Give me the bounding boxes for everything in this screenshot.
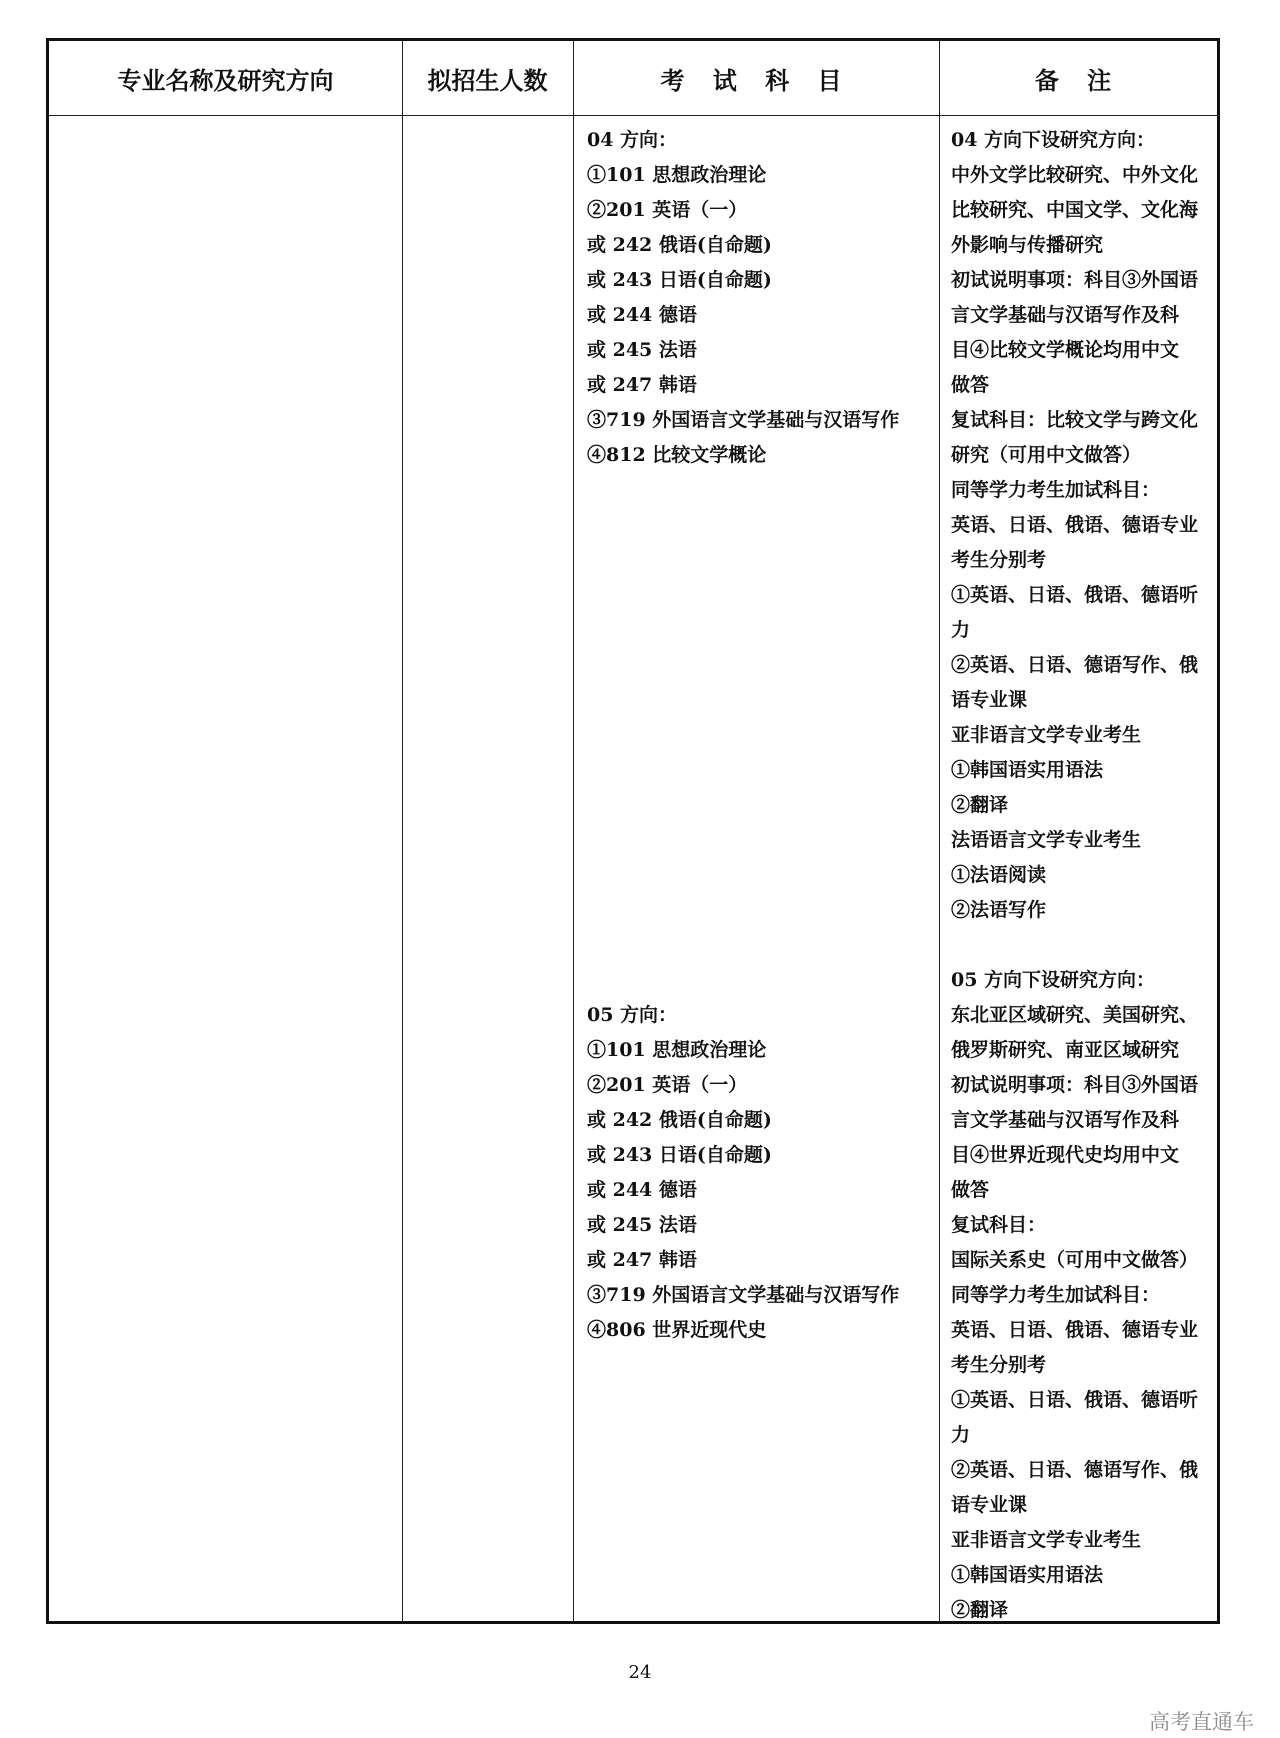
remark-line: 初试说明事项：科目③外国语 [951, 269, 1199, 291]
remark-line: 05 方向下设研究方向： [951, 969, 1156, 991]
column-divider-1 [402, 41, 403, 1621]
subject-line: 或 243 日语(自命题) [587, 1144, 772, 1166]
remark-line: 法语语言文学专业考生 [951, 829, 1142, 851]
page-number: 24 [628, 1662, 652, 1683]
subject-line: 或 245 法语 [587, 339, 697, 361]
remark-line: 语专业课 [951, 1494, 1028, 1516]
remark-line: 研究（可用中文做答） [951, 444, 1142, 466]
remark-line: 中外文学比较研究、中外文化 [951, 164, 1199, 186]
remark-line: 俄罗斯研究、南亚区域研究 [951, 1039, 1180, 1061]
header-divider [49, 115, 1217, 116]
header-remarks: 备 注 [1034, 66, 1122, 95]
remark-line: 亚非语言文学专业考生 [951, 724, 1142, 746]
column-divider-3 [939, 41, 940, 1621]
subject-line: ②201 英语（一） [587, 1074, 748, 1096]
subject-line: ①101 思想政治理论 [587, 164, 767, 186]
remark-line: 目④比较文学概论均用中文 [951, 339, 1180, 361]
remark-line: ①英语、日语、俄语、德语听 [951, 584, 1199, 606]
subject-line: 或 244 德语 [587, 304, 697, 326]
subject-line: ④806 世界近现代史 [587, 1319, 767, 1341]
remark-line: ①韩国语实用语法 [951, 1564, 1104, 1586]
remark-line: 目④世界近现代史均用中文 [951, 1144, 1180, 1166]
remark-line: ②翻译 [951, 794, 1009, 816]
remark-line: ②翻译 [951, 1599, 1009, 1621]
remark-line: 复试科目： [951, 1214, 1047, 1236]
remark-line: 同等学力考生加试科目： [951, 1284, 1161, 1306]
remark-line: 英语、日语、俄语、德语专业 [951, 514, 1199, 536]
remark-line: 外影响与传播研究 [951, 234, 1104, 256]
subject-line: ③719 外国语言文学基础与汉语写作 [587, 409, 900, 431]
subjects-column [587, 123, 899, 1348]
subject-line: 或 243 日语(自命题) [587, 269, 772, 291]
subject-line: 05 方向： [587, 1004, 678, 1026]
remark-line: 力 [951, 1424, 971, 1446]
subject-line: 或 244 德语 [587, 1179, 697, 1201]
remark-line: 比较研究、中国文学、文化海 [951, 199, 1199, 221]
subject-line: ③719 外国语言文学基础与汉语写作 [587, 1284, 900, 1306]
remark-line: 力 [951, 619, 971, 641]
header-major: 专业名称及研究方向 [117, 66, 334, 95]
remark-line: 初试说明事项：科目③外国语 [951, 1074, 1199, 1096]
subject-line: 或 247 韩语 [587, 1249, 697, 1271]
remark-line: 做答 [951, 1179, 990, 1201]
column-divider-2 [573, 41, 574, 1621]
header-subjects: 考 试 科 目 [660, 66, 852, 95]
remark-line: ①法语阅读 [951, 864, 1047, 886]
remark-line: 语专业课 [951, 689, 1028, 711]
subject-line: ②201 英语（一） [587, 199, 748, 221]
remark-line: 国际关系史（可用中文做答） [951, 1249, 1199, 1271]
watermark: 高考直通车 [1149, 1710, 1254, 1734]
remark-line: 考生分别考 [951, 1354, 1047, 1376]
remark-line: ①英语、日语、俄语、德语听 [951, 1389, 1199, 1411]
subject-line: 或 245 法语 [587, 1214, 697, 1236]
subject-line: 或 247 韩语 [587, 374, 697, 396]
remark-line: 言文学基础与汉语写作及科 [951, 304, 1180, 326]
subject-line: 04 方向： [587, 129, 678, 151]
admissions-table [46, 38, 1220, 1624]
remark-line: 亚非语言文学专业考生 [951, 1529, 1142, 1551]
remark-line: 同等学力考生加试科目： [951, 479, 1161, 501]
subject-line: 或 242 俄语(自命题) [587, 1109, 772, 1131]
remark-line: ①韩国语实用语法 [951, 759, 1104, 781]
subject-line: 或 242 俄语(自命题) [587, 234, 772, 256]
header-quota: 拟招生人数 [427, 66, 548, 95]
remark-line: ②法语写作 [951, 899, 1047, 921]
remark-line: 做答 [951, 374, 990, 396]
remark-line: 言文学基础与汉语写作及科 [951, 1109, 1180, 1131]
remark-line: 04 方向下设研究方向： [951, 129, 1156, 151]
remark-line: 英语、日语、俄语、德语专业 [951, 1319, 1199, 1341]
remarks-column [951, 123, 1198, 1628]
remark-line: 复试科目：比较文学与跨文化 [951, 409, 1199, 431]
remark-line: ②英语、日语、德语写作、俄 [951, 654, 1199, 676]
remark-line: 考生分别考 [951, 549, 1047, 571]
subject-line: ①101 思想政治理论 [587, 1039, 767, 1061]
remark-line: 东北亚区域研究、美国研究、 [951, 1004, 1199, 1026]
subject-line: ④812 比较文学概论 [587, 444, 767, 466]
remark-line: ②英语、日语、德语写作、俄 [951, 1459, 1199, 1481]
